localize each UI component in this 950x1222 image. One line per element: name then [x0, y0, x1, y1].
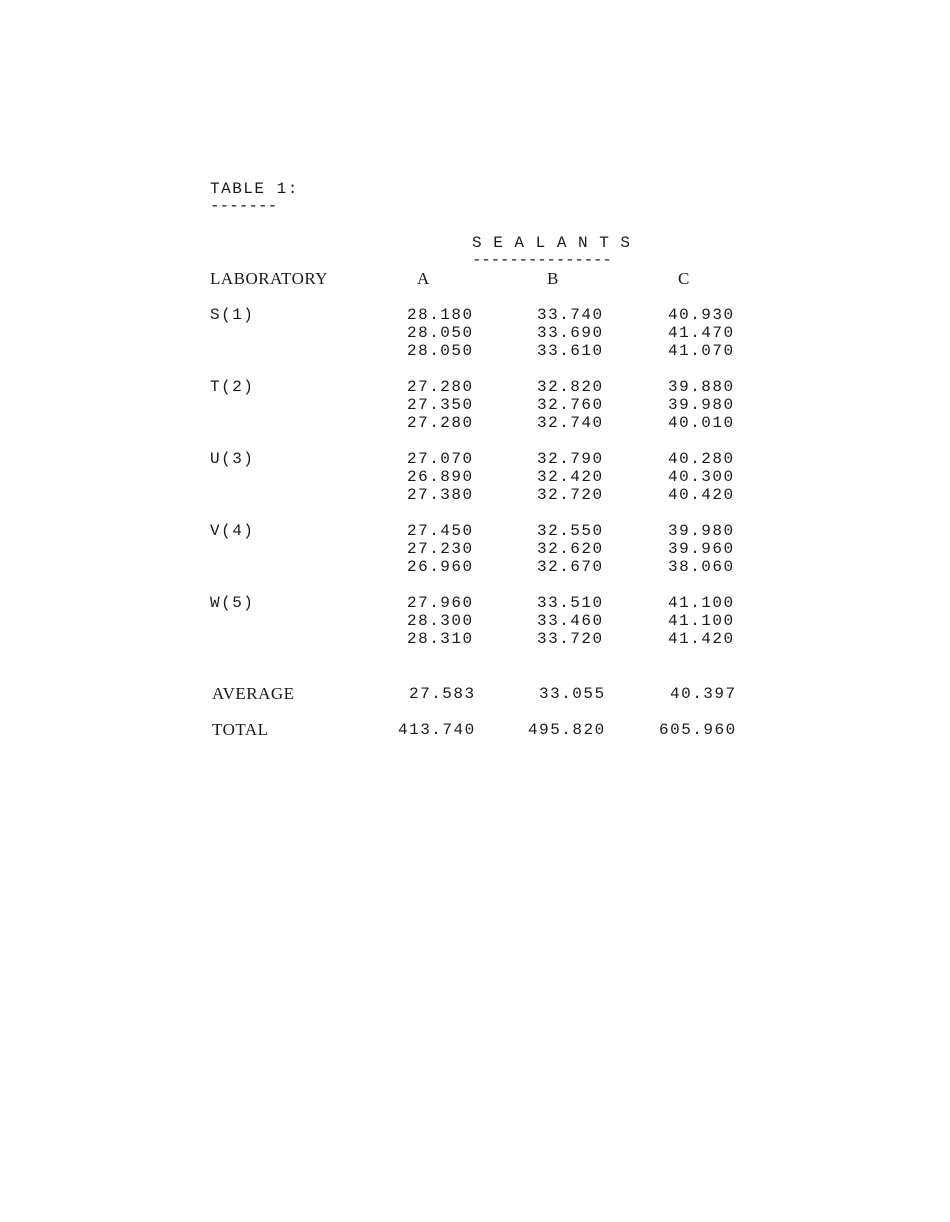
value-c: 40.420 [668, 486, 735, 504]
value-b: 32.670 [537, 558, 604, 576]
laboratory-name: U(3) [210, 450, 255, 468]
total-c: 605.960 [659, 721, 737, 739]
value-c: 41.100 [668, 612, 735, 630]
value-b: 33.690 [537, 324, 604, 342]
value-c: 40.010 [668, 414, 735, 432]
value-b: 32.420 [537, 468, 604, 486]
value-b: 33.610 [537, 342, 604, 360]
value-a: 27.960 [407, 594, 474, 612]
value-a: 26.960 [407, 558, 474, 576]
value-a: 28.310 [407, 630, 474, 648]
value-a: 27.070 [407, 450, 474, 468]
total-a: 413.740 [398, 721, 476, 739]
value-c: 39.880 [668, 378, 735, 396]
value-c: 41.070 [668, 342, 735, 360]
laboratory-name: W(5) [210, 594, 255, 612]
column-header-c: C [678, 269, 690, 288]
value-a: 27.280 [407, 378, 474, 396]
value-b: 32.820 [537, 378, 604, 396]
value-b: 32.790 [537, 450, 604, 468]
value-b: 33.720 [537, 630, 604, 648]
value-b: 32.550 [537, 522, 604, 540]
value-a: 27.380 [407, 486, 474, 504]
value-c: 38.060 [668, 558, 735, 576]
value-c: 40.300 [668, 468, 735, 486]
value-a: 27.450 [407, 522, 474, 540]
total-label: TOTAL [212, 720, 269, 739]
value-b: 32.760 [537, 396, 604, 414]
average-b: 33.055 [539, 685, 606, 703]
value-c: 41.100 [668, 594, 735, 612]
value-b: 32.740 [537, 414, 604, 432]
table-label-underline: ------- [210, 197, 278, 215]
value-a: 28.300 [407, 612, 474, 630]
value-c: 39.980 [668, 396, 735, 414]
average-a: 27.583 [409, 685, 476, 703]
value-b: 33.460 [537, 612, 604, 630]
column-header-b: B [547, 269, 559, 288]
value-a: 28.050 [407, 324, 474, 342]
laboratory-name: V(4) [210, 522, 255, 540]
table-label: TABLE 1: [210, 180, 299, 198]
value-a: 28.180 [407, 306, 474, 324]
value-a: 26.890 [407, 468, 474, 486]
group-header: S E A L A N T S [472, 234, 632, 252]
average-c: 40.397 [670, 685, 737, 703]
value-a: 28.050 [407, 342, 474, 360]
value-b: 33.510 [537, 594, 604, 612]
value-c: 40.930 [668, 306, 735, 324]
column-header-laboratory: LABORATORY [210, 269, 329, 288]
group-header-underline: --------------- [472, 251, 612, 269]
value-c: 39.960 [668, 540, 735, 558]
value-a: 27.280 [407, 414, 474, 432]
value-c: 41.470 [668, 324, 735, 342]
value-c: 39.980 [668, 522, 735, 540]
value-b: 32.720 [537, 486, 604, 504]
average-label: AVERAGE [212, 684, 295, 703]
value-b: 32.620 [537, 540, 604, 558]
value-c: 40.280 [668, 450, 735, 468]
laboratory-name: T(2) [210, 378, 255, 396]
laboratory-name: S(1) [210, 306, 255, 324]
value-a: 27.230 [407, 540, 474, 558]
column-header-a: A [417, 269, 430, 288]
total-b: 495.820 [528, 721, 606, 739]
value-b: 33.740 [537, 306, 604, 324]
value-c: 41.420 [668, 630, 735, 648]
value-a: 27.350 [407, 396, 474, 414]
